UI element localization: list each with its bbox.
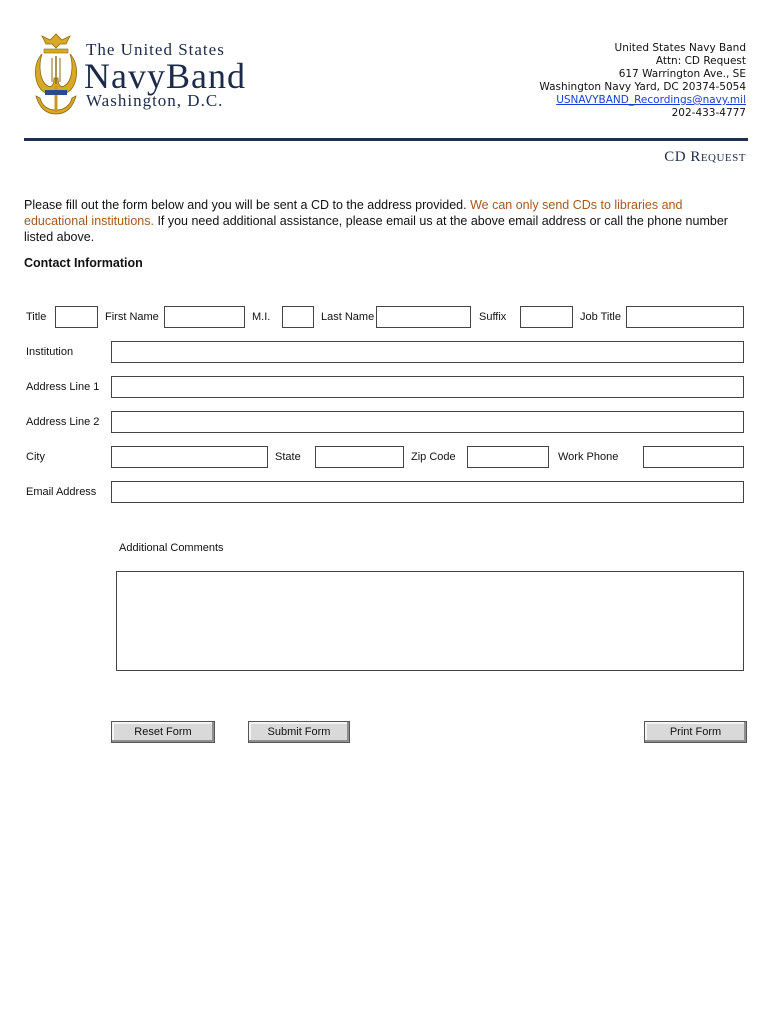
institution-label: Institution xyxy=(26,346,74,358)
first-name-label: First Name xyxy=(105,311,159,323)
zip-code-label: Zip Code xyxy=(411,451,456,463)
address-line-2-label: Address Line 2 xyxy=(26,416,100,428)
address-line: 617 Warrington Ave., SE xyxy=(618,68,746,80)
intro-text-part2: If you need additional assistance, please email us at the above email address or call the phone number listed above. xyxy=(24,214,728,244)
print-form-button[interactable]: Print Form xyxy=(644,721,747,743)
first-name-field[interactable] xyxy=(164,306,245,328)
address-line-2-field[interactable] xyxy=(111,411,744,433)
work-phone-field[interactable] xyxy=(643,446,744,468)
work-phone-label: Work Phone xyxy=(558,451,619,463)
city-field[interactable] xyxy=(111,446,268,468)
mi-label: M.I. xyxy=(252,311,271,323)
address-line: Washington Navy Yard, DC 20374-5054 xyxy=(539,81,746,93)
intro-text-part1: Please fill out the form below and you will be sent a CD to the address provided. xyxy=(24,198,467,212)
job-title-label: Job Title xyxy=(580,311,621,323)
title-label: Title xyxy=(26,311,47,323)
mi-field[interactable] xyxy=(282,306,314,328)
last-name-label: Last Name xyxy=(321,311,375,323)
email-address-field[interactable] xyxy=(111,481,744,503)
city-label: City xyxy=(26,451,45,463)
intro-highlight: We can only send CDs to libraries and educational institutions. xyxy=(24,198,683,228)
address-line-1-field[interactable] xyxy=(111,376,744,398)
lyre-anchor-eagle-icon xyxy=(28,30,84,118)
suffix-field[interactable] xyxy=(520,306,573,328)
brand-name: NavyBand xyxy=(84,56,246,96)
suffix-label: Suffix xyxy=(479,311,507,323)
additional-comments-textarea[interactable] xyxy=(116,571,744,671)
state-field[interactable] xyxy=(315,446,404,468)
brand-line-top: The United States xyxy=(86,40,225,59)
address-line: United States Navy Band xyxy=(614,42,746,54)
zip-code-field[interactable] xyxy=(467,446,549,468)
state-label: State xyxy=(275,451,301,463)
intro-text xyxy=(24,197,740,245)
address-line: Attn: CD Request xyxy=(655,55,746,67)
reset-form-button[interactable]: Reset Form xyxy=(111,721,215,743)
section-title: Contact Information xyxy=(24,256,143,270)
form-title: CD Request xyxy=(664,149,746,165)
submit-form-button[interactable]: Submit Form xyxy=(248,721,350,743)
mailing-address xyxy=(539,42,746,120)
email-address-label: Email Address xyxy=(26,486,97,498)
job-title-field[interactable] xyxy=(626,306,744,328)
additional-comments-label: Additional Comments xyxy=(119,542,224,554)
header-divider xyxy=(24,138,748,141)
address-line-1-label: Address Line 1 xyxy=(26,381,100,393)
last-name-field[interactable] xyxy=(376,306,471,328)
institution-field[interactable] xyxy=(111,341,744,363)
phone-number: 202-433-4777 xyxy=(671,107,746,119)
title-field[interactable] xyxy=(55,306,98,328)
brand-location: Washington, D.C. xyxy=(86,91,224,110)
email-link[interactable]: USNAVYBAND_Recordings@navy.mil xyxy=(556,94,746,106)
